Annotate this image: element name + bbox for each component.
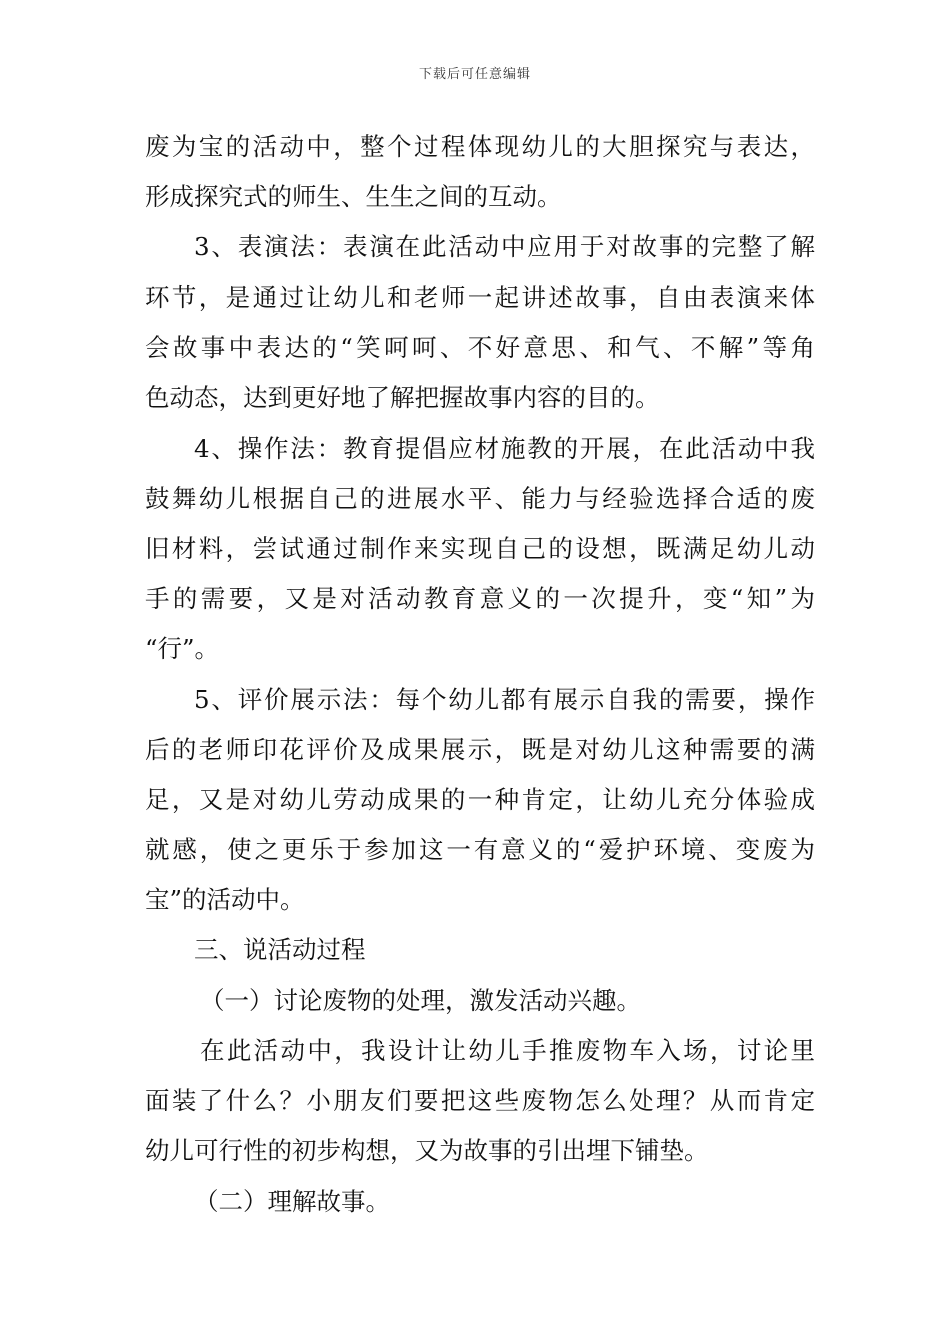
text-line: 面装了什么？小朋友们要把这些废物怎么处理？从而肯定 [145,1086,815,1115]
text-line: 废为宝的活动中，整个过程体现幼儿的大胆探究与表达， [145,132,815,161]
text-line: 手的需要，又是对活动教育意义的一次提升，变“知”为 [145,584,815,613]
text-line: 宝”的活动中。 [145,885,305,914]
text-line: “行”。 [145,634,220,663]
text-line: 5、评价展示法：每个幼儿都有展示自我的需要，操作 [194,685,815,714]
text-line: （一）讨论废物的处理，激发活动兴趣。 [200,986,641,1015]
text-line: （二）理解故事。 [194,1187,390,1216]
text-line: 会故事中表达的“笑呵呵、不好意思、和气、不解”等角 [145,333,815,362]
text-line: 后的老师印花评价及成果展示，既是对幼儿这种需要的满 [145,735,815,764]
text-line: 三、说活动过程 [194,935,366,964]
text-line: 环节，是通过让幼儿和老师一起讲述故事，自由表演来体 [145,283,815,312]
text-line: 幼儿可行性的初步构想，又为故事的引出埋下铺垫。 [145,1136,709,1165]
text-line: 旧材料，尝试通过制作来实现自己的设想，既满足幼儿动 [145,534,815,563]
text-line: 足，又是对幼儿劳动成果的一种肯定，让幼儿充分体验成 [145,785,815,814]
text-line: 鼓舞幼儿根据自己的进展水平、能力与经验选择合适的废 [145,484,815,513]
text-line: 形成探究式的师生、生生之间的互动。 [145,182,562,211]
text-line: 在此活动中，我设计让幼儿手推废物车入场，讨论里 [200,1036,815,1065]
text-line: 就感，使之更乐于参加这一有意义的“爱护环境、变废为 [145,835,815,864]
download-watermark-header: 下载后可任意编辑 [418,67,531,82]
text-line: 4、操作法：教育提倡应材施教的开展，在此活动中我 [194,434,815,463]
text-line: 3、表演法：表演在此活动中应用于对故事的完整了解 [194,232,815,261]
text-line: 色动态，达到更好地了解把握故事内容的目的。 [145,383,660,412]
